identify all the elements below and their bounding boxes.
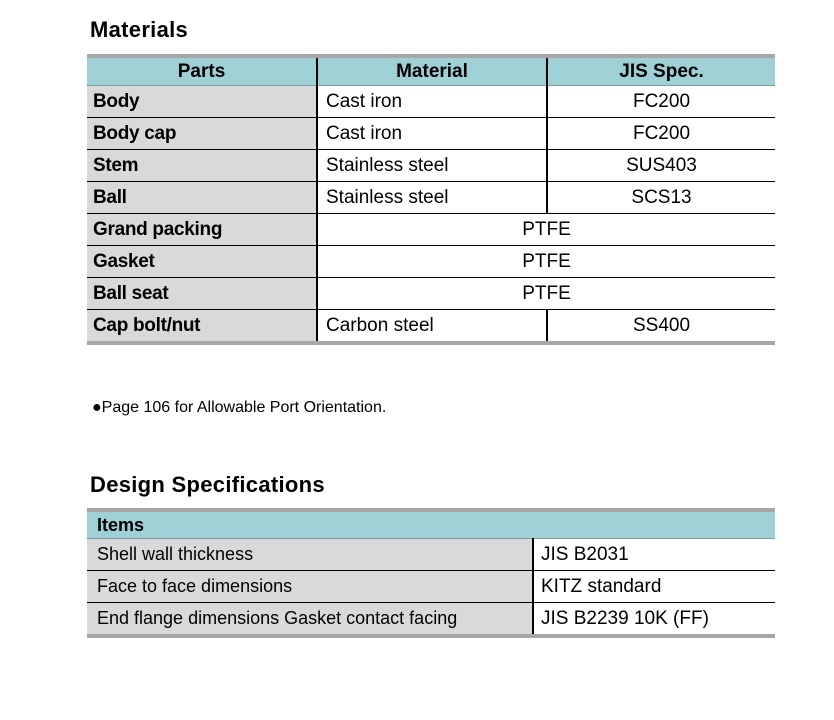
column-header-items: Items: [87, 510, 775, 539]
material-merged-cell: PTFE: [317, 278, 775, 310]
column-header-jis-spec: JIS Spec.: [547, 56, 775, 86]
item-cell: End flange dimensions Gasket contact facing: [87, 603, 533, 637]
table-row: [87, 86, 775, 118]
part-cell: Stem: [87, 150, 317, 182]
part-cell: Grand packing: [87, 214, 317, 246]
jis-spec-cell: SS400: [547, 310, 775, 344]
part-cell: Gasket: [87, 246, 317, 278]
table-row: [87, 246, 775, 278]
table-row: [87, 214, 775, 246]
design-header-row: [87, 510, 775, 539]
jis-spec-cell: SCS13: [547, 182, 775, 214]
part-cell: Body cap: [87, 118, 317, 150]
port-orientation-note: ●Page 106 for Allowable Port Orientation.: [92, 399, 387, 416]
part-cell: Body: [87, 86, 317, 118]
standard-cell: KITZ standard: [533, 571, 775, 603]
standard-cell: JIS B2031: [533, 539, 775, 571]
design-specifications-table: [87, 508, 775, 638]
table-row: [87, 182, 775, 214]
standard-cell: JIS B2239 10K (FF): [533, 603, 775, 637]
table-row: [87, 603, 775, 637]
material-merged-cell: PTFE: [317, 214, 775, 246]
material-cell: Stainless steel: [317, 182, 547, 214]
jis-spec-cell: SUS403: [547, 150, 775, 182]
jis-spec-cell: FC200: [547, 118, 775, 150]
jis-spec-cell: FC200: [547, 86, 775, 118]
item-cell: Face to face dimensions: [87, 571, 533, 603]
table-row: [87, 310, 775, 344]
material-cell: Cast iron: [317, 86, 547, 118]
column-header-parts: Parts: [87, 56, 317, 86]
design-specifications-heading: Design Specifications: [90, 472, 325, 497]
material-cell: Cast iron: [317, 118, 547, 150]
table-row: [87, 571, 775, 603]
table-row: [87, 118, 775, 150]
table-row: [87, 278, 775, 310]
column-header-material: Material: [317, 56, 547, 86]
materials-table: [87, 54, 775, 345]
material-merged-cell: PTFE: [317, 246, 775, 278]
materials-heading: Materials: [90, 17, 189, 42]
part-cell: Ball: [87, 182, 317, 214]
material-cell: Stainless steel: [317, 150, 547, 182]
part-cell: Ball seat: [87, 278, 317, 310]
table-row: [87, 150, 775, 182]
part-cell: Cap bolt/nut: [87, 310, 317, 344]
materials-header-row: [87, 56, 775, 86]
item-cell: Shell wall thickness: [87, 539, 533, 571]
material-cell: Carbon steel: [317, 310, 547, 344]
table-row: [87, 539, 775, 571]
